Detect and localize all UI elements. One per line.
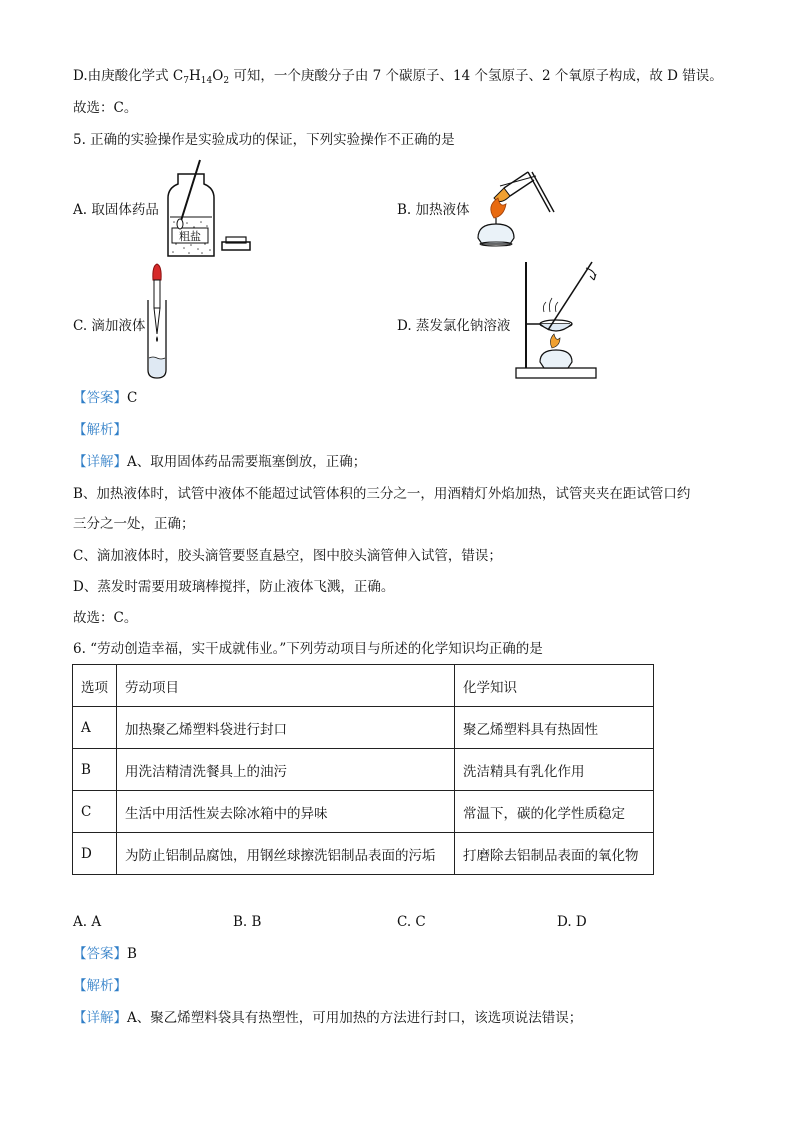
- q4-choice: 故选：C。: [73, 100, 138, 116]
- q5-figure-c-dropping-liquid: [140, 262, 174, 380]
- q5-answer: 【答案】C: [73, 390, 138, 406]
- q6-detail-a: 【详解】A、聚乙烯塑料袋具有热塑性，可用加热的方法进行封口，该选项说法错误；: [73, 1010, 583, 1026]
- table-header-row: [73, 665, 654, 707]
- table-header-cell: 劳动项目: [117, 665, 455, 707]
- table-cell: 洗洁精具有乳化作用: [455, 749, 654, 791]
- q5-figure-b-heating-liquid: [470, 162, 560, 250]
- q6-option-b: B. B: [233, 914, 262, 930]
- table-cell: A: [73, 707, 117, 749]
- table-cell: 加热聚乙烯塑料袋进行封口: [117, 707, 455, 749]
- q5-option-a: A. 取固体药品: [73, 202, 159, 218]
- table-header-cell: 化学知识: [455, 665, 654, 707]
- table-cell: C: [73, 791, 117, 833]
- q5-detail-b-line1: B、加热液体时，试管中液体不能超过试管体积的三分之一，用酒精灯外焰加热，试管夹夹在距试管口约: [73, 486, 691, 502]
- q5-detail-d: D、蒸发时需要用玻璃棒搅拌，防止液体飞溅，正确。: [73, 579, 395, 595]
- q5-detail-a: 【详解】A、取用固体药品需要瓶塞倒放，正确；: [73, 454, 367, 470]
- q6-analysis-heading: 【解析】: [73, 978, 127, 994]
- q6-table: [72, 664, 654, 875]
- table-cell: D: [73, 833, 117, 875]
- q5-option-b: B. 加热液体: [397, 202, 470, 218]
- q5-stem: 5. 正确的实验操作是实验成功的保证，下列实验操作不正确的是: [73, 132, 455, 148]
- table-row: [73, 791, 654, 833]
- table-row: [73, 749, 654, 791]
- q6-answer: 【答案】B: [73, 946, 137, 962]
- q6-option-a: A. A: [73, 914, 102, 930]
- jar-label: 粗盐: [179, 230, 201, 243]
- q5-detail-b-line2: 三分之一处，正确；: [73, 516, 195, 532]
- q5-figure-a-solid-sampling: [160, 154, 280, 260]
- table-header-cell: 选项: [73, 665, 117, 707]
- table-cell: 常温下，碳的化学性质稳定: [455, 791, 654, 833]
- table-row: [73, 833, 654, 875]
- table-cell: 生活中用活性炭去除冰箱中的异味: [117, 791, 455, 833]
- q5-detail-c: C、滴加液体时，胶头滴管要竖直悬空，图中胶头滴管伸入试管，错误；: [73, 548, 502, 564]
- q5-figure-d-evaporation: [514, 258, 610, 382]
- q5-choice: 故选：C。: [73, 610, 138, 626]
- q6-stem: 6. “劳动创造幸福，实干成就伟业。”下列劳动项目与所述的化学知识均正确的是: [73, 641, 543, 657]
- q6-option-c: C. C: [397, 914, 426, 930]
- table-cell: 为防止铝制品腐蚀，用钢丝球擦洗铝制品表面的污垢: [117, 833, 455, 875]
- table-cell: 聚乙烯塑料具有热固性: [455, 707, 654, 749]
- q5-option-c: C. 滴加液体: [73, 318, 146, 334]
- q4-option-d-explanation: D.由庚酸化学式 $C_7H_{14}O_2$ 可知，一个庚酸分子由 7 个碳原子、14 个氢原子、2 个氧原子构成，故 D 错误。: [73, 68, 723, 86]
- q6-option-d: D. D: [557, 914, 587, 930]
- table-cell: 用洗洁精清洗餐具上的油污: [117, 749, 455, 791]
- table-cell: B: [73, 749, 117, 791]
- q5-option-d: D. 蒸发氯化钠溶液: [397, 318, 511, 334]
- table-cell: 打磨除去铝制品表面的氧化物: [455, 833, 654, 875]
- q5-analysis-heading: 【解析】: [73, 422, 127, 438]
- table-row: [73, 707, 654, 749]
